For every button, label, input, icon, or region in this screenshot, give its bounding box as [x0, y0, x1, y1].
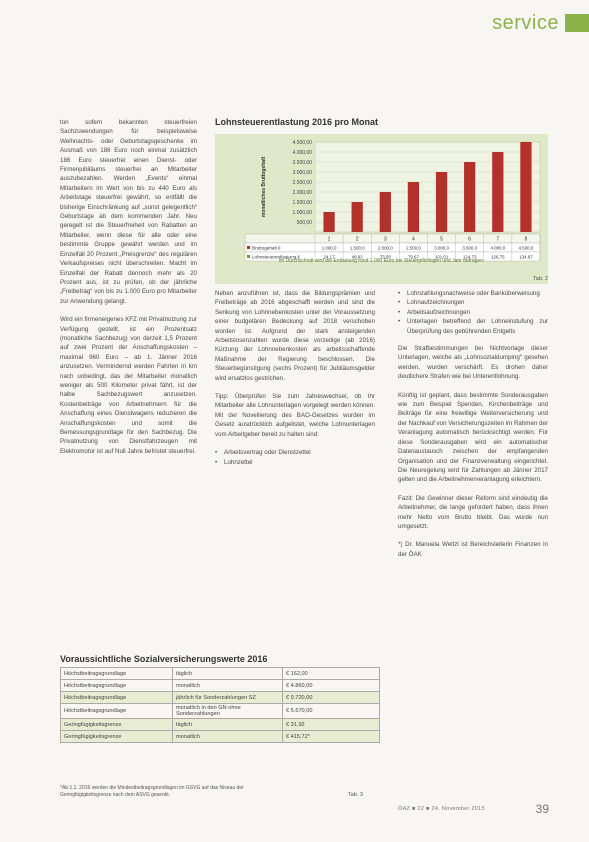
section-marker — [565, 14, 589, 32]
data-label: 101,01 — [434, 254, 449, 260]
x-tick-label: 6 — [468, 236, 472, 243]
data-label: 1.000,0 — [321, 245, 337, 251]
table-cell: Höchstbeitragsgrundlage — [61, 692, 173, 704]
table-row — [61, 692, 380, 704]
paragraph: Künftig ist geplant, dass bestimmte Sonderausgaben wie zum Beispiel Spenden, Kirchenbeiträge und Beiträge für eine freiwillige Weiterversicherung und der Nachkauf von Versicherungszeiten im Rahmen der Veranlagung automatisch berücksichtigt werden. Für diese Sonderausgaben wird ein automatischer Datenaustausch zwischen der empfangenden Organisation und der Finanzverwaltung eingerichtet. Die Neuregelung wird für Zahlungen ab Jänner 2017 gelten und die Arbeitnehmerveranlagung erleichtern. — [398, 391, 548, 484]
table-footnote: *Ab 1.1. 2016 werden die Mindestbeitragsgrundlagen im GSVG auf das Niveau der Geringfügigkeitsgrenze nach dem ASVG gesenkt. — [60, 785, 244, 798]
sv-values-table — [60, 667, 380, 743]
list-item: • Arbeitsaufzeichnungen — [398, 308, 548, 317]
table-cell: € 162,00 — [283, 668, 380, 680]
data-label: 3.000,0 — [434, 245, 449, 251]
list-item: • Unterlagen betreffend der Lohneinstufung zur Überprüfung des gebührenden Entgelts — [398, 317, 548, 336]
table-row — [61, 731, 380, 743]
x-tick-label: 1 — [327, 236, 331, 243]
article-column-1 — [60, 118, 197, 465]
table-cell: Höchstbeitragsgrundlage — [61, 704, 173, 719]
list-item: • Lohnzettel — [215, 458, 375, 467]
paragraph: Neben anzuführen ist, dass die Bildungsprämien und Freibeträge ab 2016 abgeschafft werden und sind die Senkung von Lohnnebenkosten unter der Voraussetzung einer budgetären Bedeckung auf 2018 verschoben worden ist. Aufgrund der stark ansteigenden Arbeitslosenzahlen wurde diese vorzeitige (ab 2016) Kürzung der Lohnnebenkosten als arbeitsschaffende Maßnahme der Regierung beschlossen. Die Steuerbegünstigung (sechs Prozent) für Jubiläumsgelder wird ersatzlos gestrichen. — [215, 290, 375, 382]
chart-title: Lohnsteuerentlastung 2016 pro Monat — [215, 117, 379, 127]
bar — [492, 152, 503, 232]
plot-area — [315, 142, 540, 232]
legend-swatch — [247, 246, 250, 249]
list-item: • Lohnzahlungsnachweise oder Banküberweisung — [398, 289, 548, 298]
x-tick-label: 3 — [383, 236, 387, 243]
bar — [464, 162, 475, 232]
data-label: 134,67 — [519, 254, 533, 260]
x-tick-label: 4 — [412, 236, 415, 243]
table-cell: € 4.860,00 — [283, 680, 380, 692]
data-label: 4.000,0 — [490, 245, 506, 251]
y-tick-label: 500,00 — [296, 220, 312, 226]
table-cell: € 31,92 — [283, 719, 380, 731]
paragraph: ton sofern bekannten steuerfreien Sachzuwendungen für beispielsweise Weihnachts- oder Geburtstagsgeschenke im Ausmaß von 186 Euro noch einmal zusätzlich 186 Euro steuerfrei einen Dienst- oder Firmenjubiläums steuerfrei an Mitarbeiter auszubezahlen. Werden „Events“ einmal Mitarbeitern im Wert von bis zu 440 Euro als Arbeitstage steuerfrei gewährt, so entfällt die bisherige Einschränkung auf „sonst gelegentlich“ Geburtstage ab dem kommenden Jahr. Neu geregelt ist die Steuerfreiheit von Rabatten an Mitarbeiter, wenn diese für alle oder eine bestimmte Gruppe gewährt werden und im Einzelfall 20 Prozent „Preisgrenze“ des regulären Verkaufspreises nicht überschreiten. Macht im Einzelfall der Rabatt dennoch mehr als 20 Prozent aus, ist zu prüfen, ob der jährliche „Freibetrag“ von bis zu 1.000 Euro pro Mitarbeiter zur Anwendung gelangt. — [60, 119, 197, 305]
table-row — [61, 668, 380, 680]
table-row — [61, 680, 380, 692]
table-cell: monatlich in den GN ohne Sonderzahlungen — [173, 704, 283, 719]
table-cell: täglich — [173, 719, 283, 731]
table-cell: jährlich für Sonderzahlungen SZ — [173, 692, 283, 704]
bar — [436, 172, 447, 232]
page-number: 39 — [535, 802, 549, 816]
data-label: 79,67 — [407, 254, 419, 260]
table-cell: € 415,72* — [283, 731, 380, 743]
data-label: 124,73 — [462, 254, 477, 260]
data-label: 2.500,0 — [406, 245, 421, 251]
data-label: 48,92 — [351, 254, 363, 260]
table-title: Voraussichtliche Sozialversicherungswerte 2016 — [60, 654, 268, 664]
issue-info: ÖAZ ■ 22 ■ 24. November 2015 — [398, 806, 485, 812]
bar — [380, 192, 391, 232]
table-cell: Höchstbeitragsgrundlage — [61, 668, 173, 680]
table-cell: Höchstbeitragsgrundlage — [61, 680, 173, 692]
bullet-list — [215, 448, 375, 467]
data-label: 73,58 — [379, 254, 391, 260]
list-item: • Arbeitsvertrag oder Dienstzettel — [215, 448, 375, 457]
x-tick-label: 2 — [355, 236, 359, 243]
bullet-list — [398, 289, 548, 336]
list-item: • Lohnaufzeichnungen — [398, 298, 548, 307]
chart-note: Im Durchschnitt wird die Entlastung rund 1.000 Euro bei Steuerpflichtigen und Jahr betragen. — [278, 258, 485, 264]
paragraph: Die Strafbestimmungen bei Nichtvorlage dieser Unterlagen, welche als „Lohnsozialdumping“ gesehen werden, wurden verschärft. Es drohen daher deutlichere Strafen wie bei Unterentlohnung. — [398, 345, 548, 381]
table-cell: täglich — [173, 668, 283, 680]
section-title: service — [492, 12, 559, 34]
data-label: 24,17 — [323, 254, 335, 260]
bar — [352, 202, 363, 232]
data-label: 2.000,0 — [377, 245, 393, 251]
table-label: Tab. 3 — [348, 792, 363, 798]
table-cell: Geringfügigkeitsgrenze — [61, 731, 173, 743]
paragraph: Fazit: Die Gewinner dieser Reform sind eindeutig die Arbeitnehmer, die lange gefordert haben, dass ihnen mehr Netto vom Brutto bleibt. Das wurde nun umgesetzt. — [398, 494, 548, 530]
bar — [408, 182, 419, 232]
table-cell: € 5.670,00 — [283, 704, 380, 719]
table-cell: monatlich — [173, 680, 283, 692]
data-label: 126,75 — [491, 254, 505, 260]
table-cell: monatlich — [173, 731, 283, 743]
y-tick-label: 3.000,00 — [292, 170, 312, 176]
bar — [520, 142, 531, 232]
y-tick-label: 3.500,00 — [292, 160, 312, 166]
bar — [323, 212, 334, 232]
x-tick-label: 7 — [496, 236, 500, 243]
legend-label: Lohnsteuerentlastung € — [252, 254, 301, 260]
y-tick-label: 2.500,00 — [292, 180, 312, 186]
data-label: 1.500,0 — [349, 245, 365, 251]
table-row — [61, 719, 380, 731]
x-tick-label: 5 — [440, 236, 443, 243]
table-cell: Geringfügigkeitsgrenze — [61, 719, 173, 731]
author-note: *) Dr. Manuela Weitzl ist Bereichsleiterin Finanzen in der ÖAK — [398, 541, 548, 558]
article-column-3 — [398, 289, 548, 568]
x-tick-label: 8 — [524, 236, 528, 243]
article-column-2 — [215, 289, 375, 475]
y-tick-label: 2.000,00 — [292, 190, 312, 196]
paragraph: Wird ein firmeneigenes KFZ mit Privatnutzung zur Verfügung gestellt, ist ein Prozentsatz (monatliche Sachbezug) von derzeit 1,5 Prozent auf zwei Prozent der Anschaffungskosten – maximal 960 Euro – ab 1. Jänner 2016 anzusetzen. Vermindernd werden Fahrten in km nach unbedingt, das der Mitarbeiter monatlich weniger als 500 Kilometer privat fährt, ist der halbe Sachbezugswert anzusetzen. Kostenbeiträge von Arbeitnehmern für die Anschaffung eines Dienstwagens reduzieren die Anschaffungskosten und somit die Bemessungsgrundlage für den Sachbezug. Die Privatnutzung von Dienstfahrzeugen mit Elektromotor ist auf Null Jahre befristet steuerfrei. — [60, 316, 197, 455]
legend-label: Bruttogehalt € — [252, 245, 281, 251]
table-cell: € 9.720,00 — [283, 692, 380, 704]
data-label: 3.500,0 — [462, 245, 478, 251]
y-tick-label: 4.000,00 — [292, 150, 312, 156]
y-tick-label: 4.500,00 — [292, 140, 312, 146]
figure-label: Tab. 2 — [533, 276, 548, 282]
data-label: 4.500,0 — [518, 245, 534, 251]
y-tick-label: 1.000,00 — [292, 210, 312, 216]
y-tick-label: 1.500,00 — [292, 200, 312, 206]
y-axis-label: monatliches Bruttogehalt — [261, 156, 267, 218]
table-row — [61, 704, 380, 719]
paragraph: Tipp: Überprüfen Sie zum Jahreswechsel, ob Ihr Mitarbeiter alle Lohnunterlagen vorgelegt werden können. Mit der Novellierung des BAO-Gesetzes wurden im Gesetz ausdrücklich aufgelistet, welche Lohnunterlagen vom Arbeitgeber bereit zu halten sind: — [215, 393, 375, 438]
